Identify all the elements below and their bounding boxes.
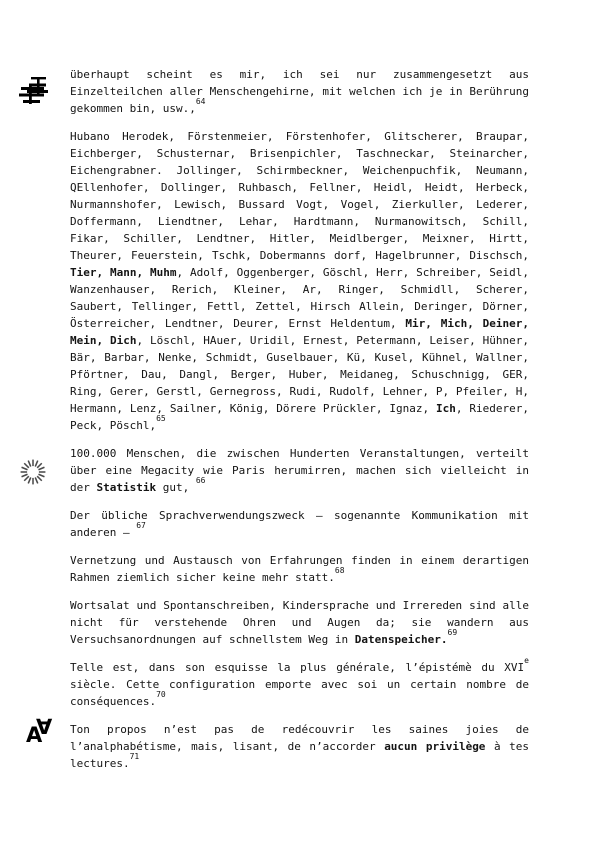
- paragraph-p1: [70, 66, 529, 117]
- footnote-marker: 68: [334, 565, 345, 575]
- paragraph-p6: [70, 597, 529, 648]
- paragraph-p2: [70, 128, 529, 434]
- footnote-marker: 70: [156, 689, 166, 699]
- spinner-burst-icon: [20, 459, 46, 485]
- forall-glyph: ∀: [36, 715, 53, 739]
- bold-text-segment: Ich: [436, 402, 456, 415]
- bold-text-segment: aucun privilège: [384, 740, 486, 753]
- letter-a-glyph: A: [26, 723, 43, 747]
- paragraph-p8: [70, 721, 529, 772]
- footnote-marker: 64: [195, 96, 206, 106]
- spinner-tick: [24, 476, 29, 481]
- spinner-tick: [22, 474, 28, 476]
- text-segment: Vernetzung und Austausch von Erfahrungen finden in einem derartigen Rahmen ziemlich sicher keine mehr statt.: [70, 554, 529, 584]
- a-forall-icon: [26, 717, 62, 759]
- text-segment: Der übliche Sprachverwendungszweck – sogenannte Kommunikation mit anderen –: [70, 509, 529, 539]
- spinner-tick: [24, 463, 29, 468]
- spinner-tick: [38, 467, 44, 469]
- footnote-marker: 66: [195, 475, 206, 485]
- footnote-marker: 65: [156, 413, 166, 423]
- footnote-marker: e: [524, 655, 529, 665]
- text-segment: Wortsalat und Spontanschreiben, Kindersprache und Irrereden sind alle nicht für verstehende Ohren und Augen da; sie wandern aus Versuchsanordnungen auf schnellstem Weg in: [70, 599, 529, 646]
- spinner-tick: [28, 477, 30, 483]
- text-segment: gut,: [156, 481, 196, 494]
- text-column: [70, 66, 529, 783]
- footnote-marker: 71: [129, 751, 140, 761]
- footnote-marker: 69: [447, 627, 458, 637]
- bold-text-segment: Datenspeicher.: [354, 633, 448, 646]
- text-segment: , Adolf, Oggenberger, Göschl, Herr, Schreiber, Seidl, Wanzenhauser, Rerich, Kleiner, Ar, Ringer, Schmidll, Scherer, Saubert, Tellinger, Fettl, Zettel, Hirsch Allein, Deringer, Dörner, Österreicher, Lendtner, Deurer, Ernst Heldentum,: [70, 266, 529, 330]
- bold-text-segment: Tier, Mann, Muhm: [70, 266, 177, 279]
- text-segment: Hubano Herodek, Förstenmeier, Förstenhofer, Glitscherer, Braupar, Eichberger, Schusternar, Brisenpichler, Taschneckar, Steinarcher, Eichengrabner. Jollinger, Schirmbeckner, Weichenpuchfik, Neumann, QEllenhofer, Dollinger, Ruhbasch, Fellner, Heidl, Heidt, Herbeck, Nurmannshofer, Lewisch, Bussard Vogt, Vogel, Zierkuller, Lederer, Doffermann, Liendtner, Lehar, Hardtmann, Nurmanowitsch, Schill, Fikar, Schiller, Lendtner, Hitler, Meidlberger, Meixner, Hirtt, Theurer, Feuerstein, Tschk, Dobermanns dorf, Hagelbrunner, Dischsch,: [70, 130, 529, 262]
- text-segment: , Riederer, Peck, Pöschl,: [70, 402, 529, 432]
- dense-strokes-glyph-icon: [17, 75, 53, 107]
- text-segment: Ton propos n’est pas de redécouvrir les saines joies de l’analphabétisme, mais, lisant, de n’accorder: [70, 723, 529, 753]
- bold-text-segment: Statistik: [96, 481, 157, 494]
- text-segment: Telle est, dans son esquisse la plus générale, l’épistémè du XVI: [70, 661, 525, 674]
- spinner-tick: [35, 461, 37, 467]
- paragraph-p3: [70, 445, 529, 496]
- bold-text-segment: Mir, Mich, Deiner, Mein, Dich: [70, 317, 529, 347]
- spinner-tick: [35, 477, 37, 483]
- paragraph-p4: [70, 507, 529, 541]
- text-segment: , Löschl, HAuer, Uridil, Ernest, Petermann, Leiser, Hühner, Bär, Barbar, Nenke, Schmidt, Guselbauer, Kü, Kusel, Kühnel, Wallner, Pförtner, Dau, Dangl, Berger, Huber, Meidaneg, Schuschnigg, GER, Ring, Gerer, Gerstl, Gernegross, Rudi, Rudolf, Lehner, P, Pfeiler, H, Hermann, Lenz, Sailner, König, Dörere Prückler, Ignaz,: [70, 334, 529, 415]
- footnote-marker: 67: [136, 520, 146, 530]
- text-segment: siècle. Cette configuration emporte avec soi un certain nombre de conséquences.: [70, 678, 529, 708]
- text-segment: à tes lectures.: [70, 740, 529, 770]
- spinner-tick: [37, 463, 42, 468]
- spinner-tick: [22, 467, 28, 469]
- paragraph-p7: [70, 655, 529, 710]
- text-segment: 100.000 Menschen, die zwischen Hunderten Veranstaltungen, verteilt über eine Megacity wie Paris herumirren, machen sich vielleicht in der: [70, 447, 529, 494]
- paragraph-p5: [70, 552, 529, 586]
- text-segment: überhaupt scheint es mir, ich sei nur zusammengesetzt aus Einzelteilchen aller Menschengehirne, mit welchen ich je in Berührung gekommen bin, usw.,: [70, 68, 529, 115]
- spinner-tick: [37, 476, 42, 481]
- spinner-tick: [28, 461, 30, 467]
- spinner-tick: [38, 474, 44, 476]
